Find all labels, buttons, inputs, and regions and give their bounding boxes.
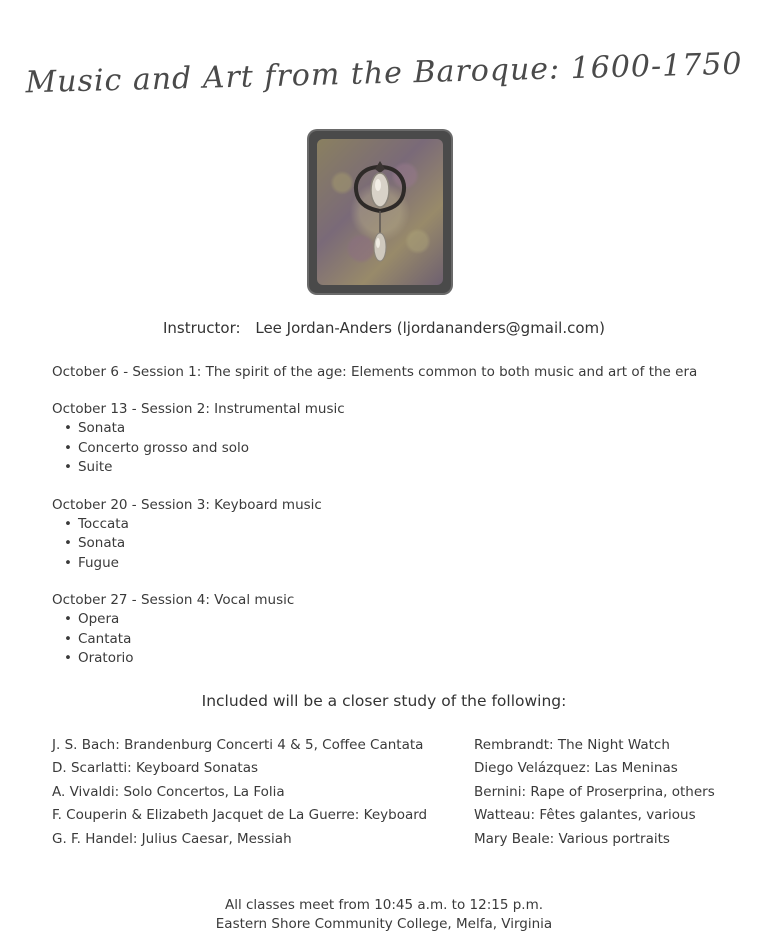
framed-pendant-image: [309, 131, 451, 293]
study-heading: Included will be a closer study of the following:: [201, 692, 567, 710]
art-work-item: Watteau: Fêtes galantes, various: [474, 807, 696, 824]
music-works-list: [52, 734, 462, 851]
music-work-item: A. Vivaldi: Solo Concertos, La Folia: [52, 783, 285, 800]
session-heading: October 20 - Session 3: Keyboard music: [52, 496, 322, 513]
page-title: Music and Art from the Baroque: 1600-1750: [25, 46, 743, 101]
art-work-item: Bernini: Rape of Proserprina, others: [474, 783, 715, 800]
session-topic: • Sonata: [64, 419, 752, 439]
session-2: [52, 399, 752, 478]
lace-background: [317, 139, 443, 285]
session-list: [52, 362, 752, 686]
music-work-item: G. F. Handel: Julius Caesar, Messiah: [52, 830, 292, 847]
session-topic: • Suite: [64, 458, 752, 478]
session-topic: • Cantata: [64, 630, 752, 650]
session-3: [52, 495, 752, 574]
session-topic: • Opera: [64, 610, 752, 630]
art-work-item: Diego Velázquez: Las Meninas: [474, 760, 678, 777]
footer: [0, 896, 768, 934]
art-works-list: [474, 734, 754, 851]
instructor-name: Lee Jordan-Anders (ljordananders@gmail.com): [255, 319, 605, 337]
session-1: [52, 362, 752, 382]
pendant-icon: [317, 139, 443, 285]
session-heading: October 13 - Session 2: Instrumental music: [52, 401, 345, 417]
instructor-label: Instructor:: [163, 319, 241, 337]
music-work-item: F. Couperin & Elizabeth Jacquet de La Guerre: Keyboard: [52, 807, 428, 824]
session-topic: • Oratorio: [64, 649, 752, 669]
art-work-item: Rembrandt: The Night Watch: [474, 737, 670, 753]
session-heading: October 6 - Session 1: The spirit of the age: Elements common to both music and art of the era: [52, 364, 698, 380]
instructor-line: [0, 319, 768, 337]
session-topic: • Toccata: [64, 515, 752, 535]
music-work-item: D. Scarlatti: Keyboard Sonatas: [52, 760, 259, 777]
schedule-note: All classes meet from 10:45 a.m. to 12:15 p.m.: [224, 897, 544, 913]
session-4: [52, 590, 752, 669]
session-heading: October 27 - Session 4: Vocal music: [52, 592, 295, 608]
music-work-item: J. S. Bach: Brandenburg Concerti 4 & 5, Coffee Cantata: [52, 737, 424, 753]
session-topic: • Sonata: [64, 534, 752, 554]
location-note: Eastern Shore Community College, Melfa, Virginia: [215, 916, 553, 932]
art-work-item: Mary Beale: Various portraits: [474, 830, 670, 847]
session-topic: • Concerto grosso and solo: [64, 439, 752, 459]
session-topic: • Fugue: [64, 554, 752, 574]
